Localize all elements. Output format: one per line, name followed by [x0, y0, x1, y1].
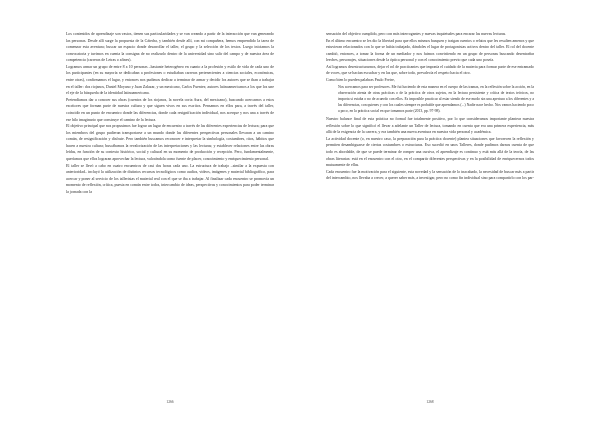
paragraph: En el último encuentro se les dio la libertad para que ellos mismos busquen y traigan cuentos o relatos que les resulten amenos y que estuvieran relacionados con lo que se había trabajado, dándoles el lugar de protagonistas activos dentro del taller. El rol del docente cambió, entonces, a tomar la forma de un mediador y nos fuimos convirtiendo en un grupo de personas buscando desentrañar leeches, personajes, situaciones desde la óptica personal y con el conocimiento previo que cada uno poseía.	[326, 38, 534, 63]
paragraph: Como bien lo pueden palabras Paulo Freire,	[326, 78, 395, 83]
left-page-body	[66, 31, 274, 393]
page-number: 1266	[166, 400, 174, 404]
block-quote: Nos acercamos para ser profesores. Me fui haciendo de esta manera en el cuerpo de las tramas, en la reflexión sobre la acción, en la observación atenta de otras prácticas o de la práctica de otros sujetos, en la lectura persistente y crítica de textos teóricos, no importa si estaba o no de acuerdo con ellos. Es imposible practicar al estar siendo de ese modo sin una apertura a los diferentes y a las diferencias, con quienes y con los cuales siempre es probable que aprendamos (...) Nadie nace hecho. Nos vamos haciendo poco a poco, en la práctica social en que tomamos parte (2013, pp. 97-98).	[338, 85, 534, 113]
paragraph: Los contenidos de aprendizaje son vastos, tienen sus particularidades y se van creando a partir de la interacción que van generando las personas. Desde allí surge la propuesta de la Cátedra, y también desde allí, con mi compañera, hemos emprendido la tarea de comenzar esta aventura; buscar un espacio donde desarrollar el taller, el grupo y la selección de los textos. Luego iniciamos la convocatoria y tuvimos en cuenta la consigna de no realizarlo dentro de la universidad sino salir del campo y de nuestra área de competencia (carreras de Letras o afines).	[66, 32, 274, 63]
paragraph: Cada encuentro fue la motivación para el siguiente, esta novedad y la sensación de lo inacabado, la necesidad de buscar más a partir del intercambio, nos llevaba a crecer, a querer saber más, a investigar, pero no como fin individual sino para compartirlo con los par-	[326, 169, 534, 181]
paragraph: Logramos armar un grupo de entre 8 a 10 personas –bastante heterogéneo en cuanto a la profesión y estilo de vida de cada uno de los participantes (en su mayoría se dedicaban a profesiones o estudiaban carreras pertenecientes a ciencias sociales, económicas, entre otras), confirmamos el lugar, y entonces nos pudimos dedicar a terminar de armar y decidir los autores que se iban a trabajar en el taller: dos riojanos, Daniel Moyano y Juan Zalazar, y un mexicano, Carlos Fuentes; autores latinoamericanos a los que los une el eje de la búsqueda de la identidad latinoamericana.	[66, 64, 274, 96]
left-page	[66, 0, 274, 424]
paragraph: sensación del objetivo cumplido, pero con más interrogantes y nuevas inquietudes para encarar las nuevas lecturas.	[326, 32, 507, 36]
paragraph: Nuestro balance final de esta práctica no formal fue totalmente positivo, por lo que consideramos importante plantear nuestra reflexión sobre lo que significó el llevar a adelante un Taller de lectura, tomando en cuenta que era una primera experiencia, más allá de la exigencia de la carrera, y era también una nueva aventura en nuestra vida personal y académica.	[326, 117, 534, 135]
right-page	[326, 0, 534, 424]
paragraph: El taller se llevó a cabo en cuatro encuentros de casi dos horas cada uno. La estructura de trabajo –similar a la expuesta con anterioridad– incluyó la utilización de distintos recursos tecnológicos como audios, videos, imágenes y material bibliográfico, para acercar y poner al servicio de los talleristas el material real con el que se iba a trabajar. Al finalizar cada encuentro se promovía un momento de reflexión, crítica, puesta en común entre todos, intercambio de ideas, perspectivas y conocimientos para poder terminar la jornada con la	[66, 163, 274, 194]
paragraph: El objetivo principal que nos propusimos fue lograr un lugar de encuentro a través de las diferentes experiencias de lectura; para que los miembros del grupo pudieran transportarse a un mundo donde las diferentes perspectivas personales llevaran a un camino común, de resignificación y disfrute. Pero también buscamos reconocer e interpretar la simbología, costumbres, ritos, hábitos que hacen a nuestra cultura; buscábamos la revalorización de las interpretaciones y las lecturas; y establecer relaciones entre las obras leídas, en función de su contexto histórico, social y cultural en su momento de producción y recepción. Pero, fundamentalmente, queríamos que ellos lograran aprovechar la lectura, valorándola como fuente de placer, conocimiento y enriquecimiento personal.	[66, 124, 274, 161]
paragraph: Así logramos desestructurarnos, dejar el rol de practicantes que imponía el cuidado de la materia para formar parte de ese entramado de voces, que se hacían escuchar y en las que, sobre todo, prevalecía el respeto hacia el otro.	[326, 64, 534, 76]
right-page-body	[326, 31, 534, 393]
paragraph: Pretendíamos dar a conocer sus obras (cuentos de los riojanos, la novela corta Aura, del mexicano), buscando acercarnos a estos escritores que forman parte de nuestra cultura y que siguen vivos en sus escritos. Pensamos en ellos para, a través del taller, coincidir en un punto de encuentro donde las diferencias, donde cada resignificación individual, nos acerque y nos una a través de ese hilo imaginario que construye el camino de la lectura.	[66, 97, 274, 122]
paragraph: La actividad docente (o, en nuestro caso, la preparación para la práctica docente) plantea situaciones que favorecen la reflexión y permiten desambiguarse de ciertas costumbres o estructuras. Eso sucedió en unos Talleres, donde pudimos darnos cuenta de que todo es abordable, de que se puede terminar de romper una cursiva, el aprendizaje es continuo y está más allá de la teoría, de las obras literarias: está en el encuentro con el otro, en el compartir diferentes perspectivas y en la posibilidad de enriquecernos todos mutuamente de ellas.	[326, 136, 534, 168]
page-number: 1268	[426, 400, 434, 404]
